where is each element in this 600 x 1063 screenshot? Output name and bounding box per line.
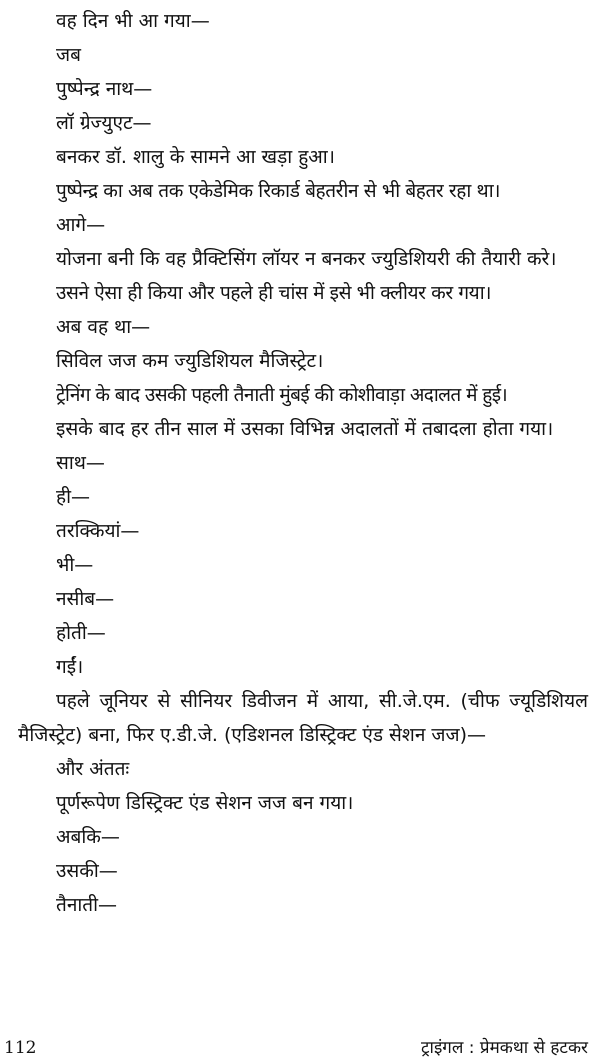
text-line: अब वह था— (56, 316, 151, 338)
text-line: भी— (56, 554, 94, 576)
paragraph-iske-baad: इसके बाद हर तीन साल में उसका विभिन्न अदालतों में तबादला होता गया। (56, 418, 554, 440)
text-line: साथ— (56, 452, 105, 474)
text-line: पुष्पेन्द्र नाथ— (56, 78, 153, 100)
page-number: 112 (4, 1038, 37, 1058)
text-line: और अंततः (56, 758, 130, 780)
text-line: तैनाती— (56, 894, 118, 916)
text-line: वह दिन भी आ गया— (56, 10, 210, 32)
text-line: बनकर डॉ. शालु के सामने आ खड़ा हुआ। (56, 146, 335, 168)
text-line: ही— (56, 486, 91, 508)
text-line: ट्रेनिंग के बाद उसकी पहली तैनाती मुंबई की कोशीवाड़ा अदालत में हुई। (56, 384, 508, 406)
text-line: आगे— (56, 214, 106, 236)
text-line: उसकी— (56, 860, 118, 882)
text-line: पूर्णरूपेण डिस्ट्रिक्ट एंड सेशन जज बन गया। (56, 792, 354, 814)
text-line: लॉ ग्रेज्युएट— (56, 112, 152, 134)
paragraph-pahle: पहले जूनियर से सीनियर डिवीजन में आया, सी.जे.एम. (चीफ ज्यूडिशियल मैजिस्ट्रेट) बना, फिर ए.डी.जे. (एडिशनल डिस्ट्रिक्ट एंड सेशन जज)— (18, 690, 588, 746)
page-body-text (18, 4, 588, 922)
text-line: तरक्कियां— (56, 520, 140, 542)
text-line: पुष्पेन्द्र का अब तक एकेडेमिक रिकार्ड बेहतरीन से भी बेहतर रहा था। (56, 180, 501, 202)
running-title: ट्राइंगल : प्रेमकथा से हटकर (420, 1038, 588, 1058)
paragraph-yojana: योजना बनी कि वह प्रैक्टिसिंग लॉयर न बनकर ज्युडिशियरी की तैयारी करे। (56, 248, 557, 270)
text-line: जब (56, 44, 81, 66)
text-line: नसीब— (56, 588, 115, 610)
text-line: गईं। (56, 656, 84, 678)
text-line: सिविल जज कम ज्युडिशियल मैजिस्ट्रेट। (56, 350, 324, 372)
text-line: अबकि— (56, 826, 120, 848)
text-line: उसने ऐसा ही किया और पहले ही चांस में इसे भी क्लीयर कर गया। (56, 282, 492, 304)
text-line: होती— (56, 622, 106, 644)
